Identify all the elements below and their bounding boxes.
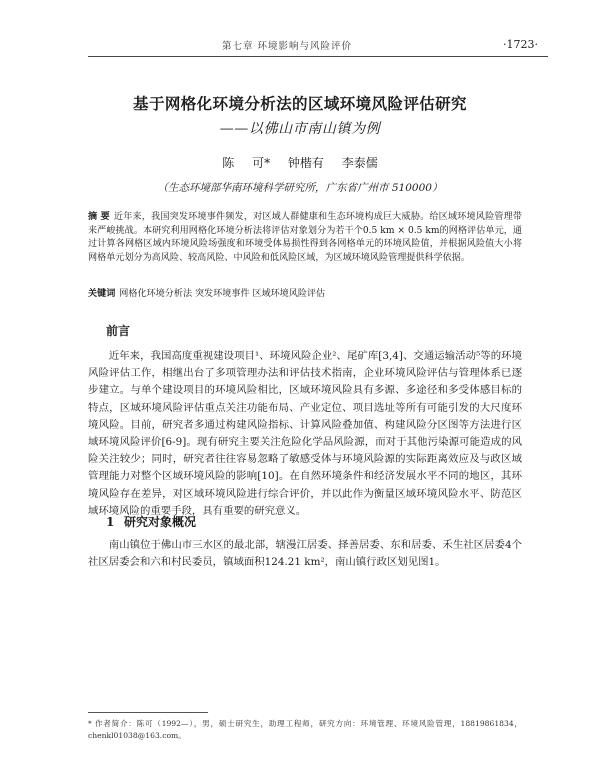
abstract-text: 近年来，我国突发环境事件频发，对区域人群健康和生态环境构成巨大威胁。给区域环境风险管理带来严峻挑战。本研究利用网格化环境分析法将评估对象划分为若干个0.5 km × 0.5 km的网格评估单元，通过计算各网格区域内环境风险场强度和环境受体易损性得到各网格单元的环境风险值，并根据风险值大小将网格单元划分为高风险、较高风险、中风险和低风险区域，为区域环境风险管理提供科学依据。	[88, 212, 522, 263]
section-number: 1	[106, 515, 115, 529]
section-1-paragraph: 南山镇位于佛山市三水区的最北部，辖漫江居委、择善居委、东和居委、禾生社区居委4个社区居委会和六和村民委员，镇域面积124.21 km²，南山镇行政区划见图1。	[88, 539, 522, 569]
paper-subtitle: ——以佛山市南山镇为例	[219, 121, 381, 137]
footnote-rule	[88, 712, 208, 713]
paper-title: 基于网格化环境分析法的区域环境风险评估研究	[133, 94, 467, 113]
running-head: 第七章 环境影响与风险评价	[222, 41, 353, 52]
header-rule	[88, 56, 548, 57]
abstract	[88, 210, 522, 265]
affiliation: （生态环境部华南环境科学研究所，广东省广州市 510000）	[157, 182, 443, 194]
section-heading-intro: 前言	[106, 324, 131, 338]
intro-paragraph: 近年来，我国高度重视建设项目¹、环境风险企业²、尾矿库[3,4]、交通运输活动⁵等的环境风险评估工作，相继出台了多项管理办法和评估技术指南，企业环境风险评估与管理体系已逐步建立。与单个建设项目的环境风险相比，区域环境风险具有多源、多途径和多受体感目标的特点，区域环境风险评估重点关注功能布局、产业定位、项目选址等所有可能引发的大尺度环境风险。目前，研究者多通过构建风险指标、计算风险叠加值、构建风险分区图等方法进行区域环境风险评价[6-9]。现有研究主要关注危险化学品风险源，而对于其他污染源可能造成的风险关注较少；同时，研究者往往容易忽略了敏感受体与环境风险源的实际距离效应及与政区域管理能力对整个区域环境风险的影响[10]。在自然环境条件和经济发展水平不同的地区，其环境风险存在差异，对区域环境风险进行综合评价，并以此作为衡量区域环境风险水平、防范区域环境风险的重要手段，具有重要的研究意义。	[88, 350, 522, 517]
keywords	[88, 287, 522, 302]
author-list: 陈 可* 钟楷有 李泰儒	[222, 156, 378, 170]
keywords-text: 网格化环境分析法 突发环境事件 区域环境风险评估	[119, 289, 326, 299]
author-footnote: * 作者简介：陈可（1992—），男，硕士研究生，助理工程师，研究方向：环境管理、环境风险管理，18819861834，chenkl01038@163.com。	[88, 719, 522, 740]
page-number: ·1723·	[503, 38, 538, 51]
abstract-label: 摘 要	[88, 211, 110, 222]
section-heading-1	[106, 513, 196, 530]
section-title: 研究对象概况	[124, 515, 197, 529]
keywords-label: 关键词	[88, 288, 116, 299]
